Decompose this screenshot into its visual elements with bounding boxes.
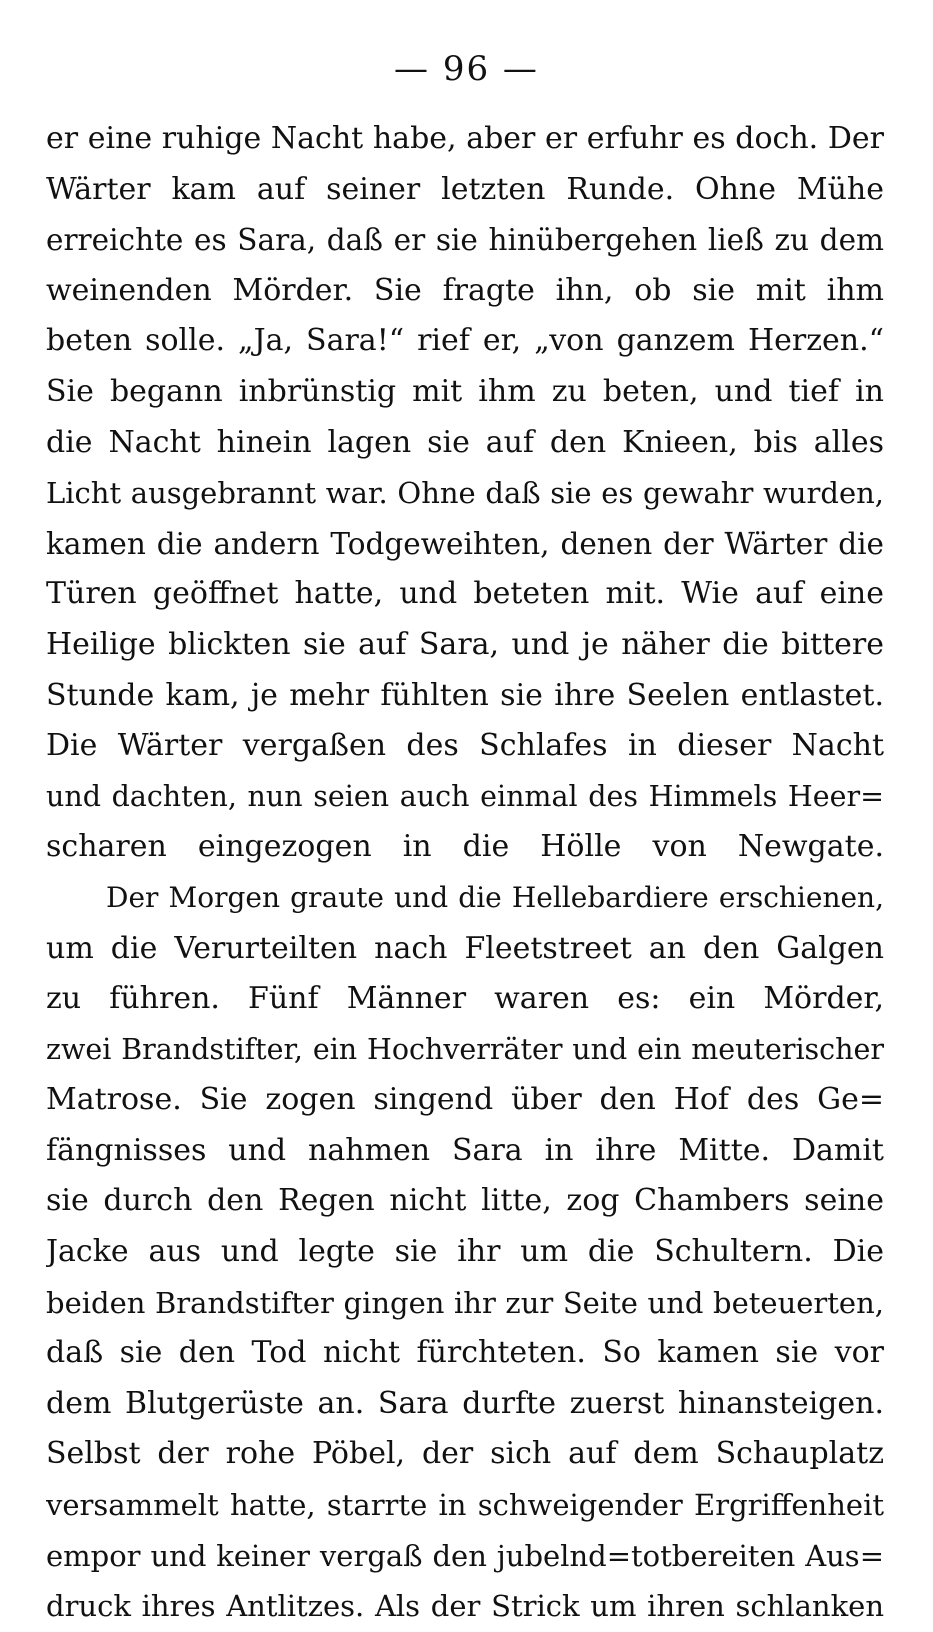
- text-line: scharen eingezogen in die Hölle von Newgate.: [46, 829, 884, 865]
- body-text: [46, 114, 884, 1632]
- text-line: weinenden Mörder. Sie fragte ihn, ob sie mit ihm: [46, 272, 884, 308]
- text-line: sie durch den Regen nicht litte, zog Chambers seine: [46, 1183, 884, 1219]
- text-line: empor und keiner vergaß den jubelnd=totbereiten Aus=: [46, 1538, 884, 1573]
- text-line: Der Morgen graute und die Hellebardiere erschienen,: [106, 880, 884, 914]
- page-number: — 96 —: [394, 49, 539, 89]
- text-line: fängnisses und nahmen Sara in ihre Mitte. Damit: [46, 1132, 884, 1168]
- text-line: beten solle. „Ja, Sara!“ rief er, „von ganzem Herzen.“: [46, 323, 884, 359]
- text-line: Jacke aus und legte sie ihr um die Schultern. Die: [46, 1234, 884, 1270]
- text-line: Matrose. Sie zogen singend über den Hof des Ge=: [46, 1082, 884, 1118]
- text-line: daß sie den Tod nicht fürchteten. So kamen sie vor: [46, 1335, 884, 1371]
- text-line: Stunde kam, je mehr fühlten sie ihre Seelen entlastet.: [46, 677, 884, 713]
- text-line: zwei Brandstifter, ein Hochverräter und ein meuterischer: [46, 1032, 884, 1066]
- text-line: zu führen. Fünf Männer waren es: ein Mörder,: [46, 981, 884, 1017]
- text-line: druck ihres Antlitzes. Als der Strick um ihren schlanken: [46, 1589, 884, 1624]
- text-line: Wärter kam auf seiner letzten Runde. Ohne Mühe: [46, 171, 884, 207]
- text-line: und dachten, nun seien auch einmal des Himmels Heer=: [46, 779, 884, 813]
- text-line: Licht ausgebrannt war. Ohne daß sie es gewahr wurden,: [46, 476, 884, 511]
- text-line: versammelt hatte, starrte in schweigender Ergriffenheit: [46, 1488, 884, 1523]
- text-line: um die Verurteilten nach Fleetstreet an den Galgen: [46, 930, 884, 966]
- text-line: beiden Brandstifter gingen ihr zur Seite und beteuerten,: [46, 1285, 884, 1320]
- text-line: dem Blutgerüste an. Sara durfte zuerst hinansteigen.: [46, 1385, 884, 1421]
- text-line: Türen geöffnet hatte, und beteten mit. Wie auf eine: [46, 576, 884, 612]
- text-line: kamen die andern Todgeweihten, denen der Wärter die: [46, 526, 884, 561]
- text-line: erreichte es Sara, daß er sie hinübergehen ließ zu dem: [46, 223, 884, 258]
- text-line: Heilige blickten sie auf Sara, und je näher die bittere: [46, 626, 884, 662]
- text-line: Die Wärter vergaßen des Schlafes in dieser Nacht: [46, 728, 884, 764]
- text-line: Sie begann inbrünstig mit ihm zu beten, und tief in: [46, 373, 884, 409]
- text-line: er eine ruhige Nacht habe, aber er erfuhr es doch. Der: [46, 121, 884, 156]
- text-line: die Nacht hinein lagen sie auf den Knieen, bis alles: [46, 424, 884, 460]
- text-line: Selbst der rohe Pöbel, der sich auf dem Schauplatz: [46, 1436, 884, 1472]
